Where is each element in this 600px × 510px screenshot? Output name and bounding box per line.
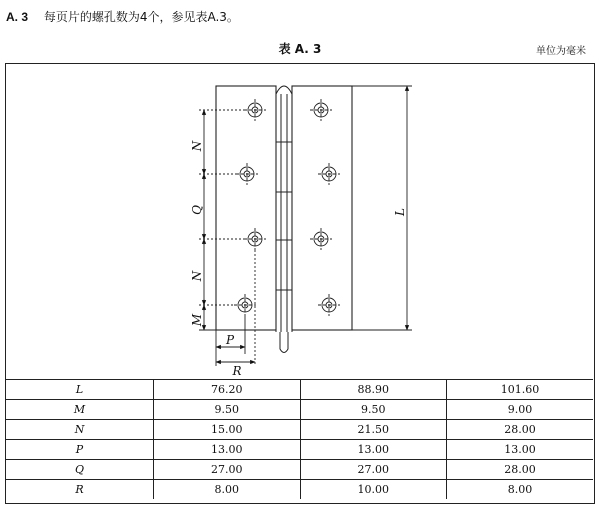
table-cell: 76.20 bbox=[154, 380, 301, 400]
screw-hole bbox=[318, 163, 340, 185]
section-heading bbox=[6, 8, 239, 25]
table-cell: 8.00 bbox=[154, 480, 301, 500]
table-caption: 表 A. 3 bbox=[278, 42, 322, 56]
table-row bbox=[6, 460, 593, 480]
table-row bbox=[6, 440, 593, 460]
unit-note: 单位为毫米 bbox=[536, 46, 586, 57]
dim-label-l: L bbox=[393, 208, 407, 216]
table-cell: 21.50 bbox=[300, 420, 447, 440]
table-cell: 15.00 bbox=[154, 420, 301, 440]
table-row bbox=[6, 380, 593, 400]
table-frame bbox=[5, 63, 595, 504]
screw-hole bbox=[310, 99, 332, 121]
row-label: Q bbox=[6, 460, 154, 480]
table-cell: 28.00 bbox=[447, 460, 594, 480]
dim-label-r: R bbox=[232, 364, 242, 378]
table-cell: 88.90 bbox=[300, 380, 447, 400]
dim-label-p: P bbox=[225, 333, 235, 347]
table-cell: 28.00 bbox=[447, 420, 594, 440]
hinge-diagram bbox=[6, 64, 593, 379]
hinge-knuckle bbox=[276, 86, 292, 353]
hinge-right-leaf bbox=[292, 86, 352, 330]
dimensions-table bbox=[6, 379, 593, 499]
table-cell: 13.00 bbox=[447, 440, 594, 460]
screw-hole bbox=[234, 294, 256, 316]
table-row bbox=[6, 480, 593, 500]
table-cell: 9.00 bbox=[447, 400, 594, 420]
vertical-dimension-chain bbox=[199, 110, 244, 330]
table-cell: 9.50 bbox=[154, 400, 301, 420]
section-text: 每页片的螺孔数为4个，参见表A.3。 bbox=[43, 10, 239, 24]
table-cell: 10.00 bbox=[300, 480, 447, 500]
row-label: N bbox=[6, 420, 154, 440]
screw-hole bbox=[236, 163, 258, 185]
table-cell: 9.50 bbox=[300, 400, 447, 420]
table-row bbox=[6, 400, 593, 420]
horizontal-dimensions bbox=[216, 250, 255, 366]
screw-hole bbox=[244, 228, 266, 250]
dimensions-table-body bbox=[6, 380, 593, 500]
table-cell: 13.00 bbox=[154, 440, 301, 460]
screw-hole bbox=[318, 294, 340, 316]
dim-label-q: Q bbox=[190, 205, 204, 215]
table-cell: 8.00 bbox=[447, 480, 594, 500]
dim-label-n-top: N bbox=[190, 140, 204, 152]
screw-hole bbox=[310, 228, 332, 250]
dim-label-m: M bbox=[190, 313, 204, 327]
row-label: M bbox=[6, 400, 154, 420]
table-row bbox=[6, 420, 593, 440]
hinge-left-leaf bbox=[216, 86, 276, 330]
table-cell: 101.60 bbox=[447, 380, 594, 400]
dim-label-n-mid: N bbox=[190, 270, 204, 282]
section-number: A. 3 bbox=[6, 10, 29, 24]
screw-hole bbox=[244, 99, 266, 121]
row-label: R bbox=[6, 480, 154, 500]
row-label: P bbox=[6, 440, 154, 460]
overall-length-dimension bbox=[352, 86, 412, 330]
table-cell: 27.00 bbox=[300, 460, 447, 480]
row-label: L bbox=[6, 380, 154, 400]
table-cell: 27.00 bbox=[154, 460, 301, 480]
table-cell: 13.00 bbox=[300, 440, 447, 460]
